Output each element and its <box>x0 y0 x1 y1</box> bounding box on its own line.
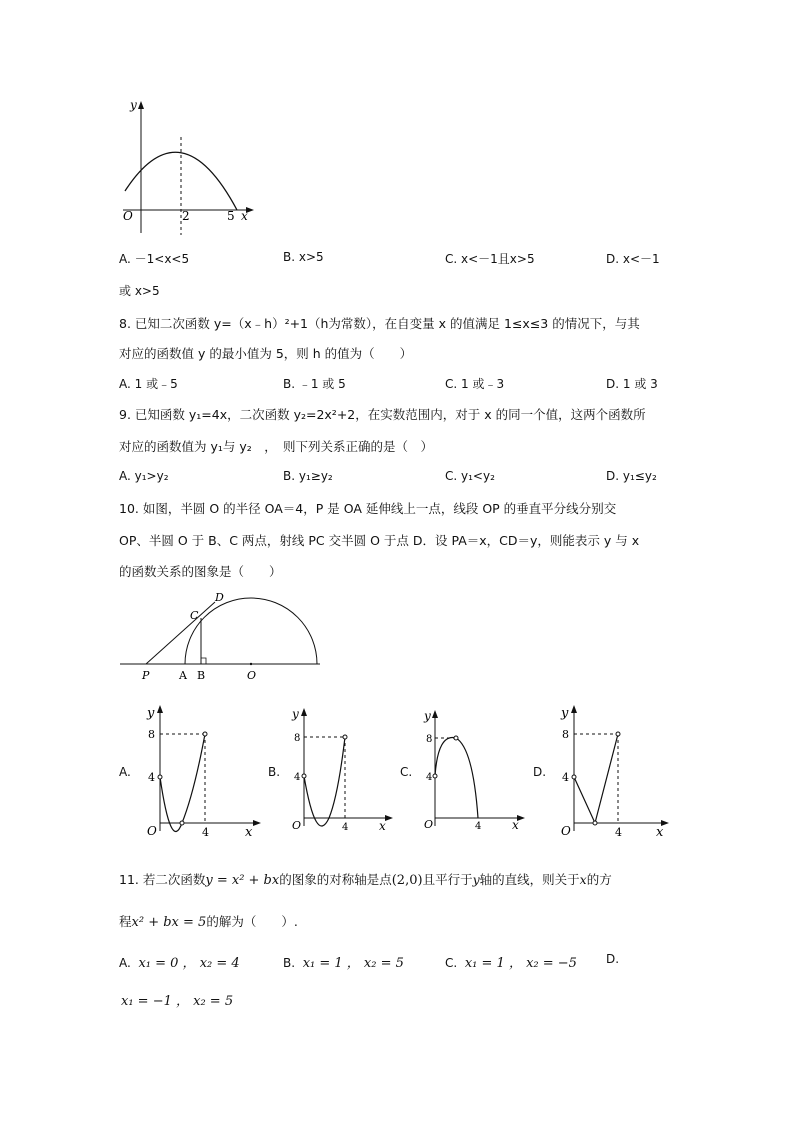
origin-label: O <box>424 818 434 830</box>
q9-option-a[interactable]: A. y₁>y₂ <box>119 469 169 483</box>
q10-stem-line3: 的函数关系的图象是（ ） <box>119 564 282 579</box>
option-value: x₁ = 1 ， x₂ = 5 <box>302 956 404 971</box>
q10-option-c[interactable]: C. <box>400 765 413 779</box>
axis-x-label: x <box>379 819 386 831</box>
q11-var-y: y <box>472 872 480 887</box>
q10-graph-c[interactable] <box>418 708 528 830</box>
q11-prefix: 11. 若二次函数 <box>119 872 206 887</box>
q10-option-b[interactable]: B. <box>268 765 281 779</box>
q10-option-a[interactable]: A. <box>119 765 131 779</box>
q11-option-d-value <box>121 990 233 1009</box>
q11-option-b[interactable] <box>283 952 404 971</box>
tick-x-4: 4 <box>202 826 209 838</box>
axis-x-label: x <box>241 209 248 223</box>
axis-y-label: y <box>147 706 155 721</box>
option-label: B. <box>283 956 296 970</box>
point-a-label: A <box>179 669 187 682</box>
axis-x-label: x <box>512 818 519 830</box>
origin-label: O <box>147 824 157 838</box>
tick-4: 4 <box>426 772 433 783</box>
origin-label: O <box>123 209 133 223</box>
q11-stem-line1 <box>119 870 612 888</box>
tick-2: 2 <box>182 209 190 223</box>
q11-text-4: 的方 <box>586 872 612 887</box>
tick-x-4: 4 <box>615 826 622 838</box>
q8-stem-line2: 对应的函数值 y 的最小值为 5，则 h 的值为（ ） <box>119 346 413 361</box>
q11-text-3: 轴的直线，则关于 <box>479 872 580 887</box>
q7-option-d-continued: 或 x>5 <box>119 284 160 298</box>
q9-stem-line2: 对应的函数值为 y₁与 y₂ ， 则下列关系正确的是（ ） <box>119 439 434 454</box>
q11-equation-2: x² + bx = 5 <box>131 915 207 930</box>
point-c-label: C <box>190 609 199 622</box>
tick-4: 4 <box>562 771 569 784</box>
axis-x-label: x <box>245 825 253 838</box>
option-label: D. <box>606 952 620 966</box>
tick-4: 4 <box>294 772 301 783</box>
option-label: C. <box>445 956 458 970</box>
axis-y-label: y <box>424 709 431 723</box>
q7-parabola-figure <box>115 95 255 240</box>
q11-line2-prefix: 程 <box>119 914 132 929</box>
q11-line2-suffix: 的解为（ ）. <box>206 914 298 929</box>
tick-8: 8 <box>294 733 301 744</box>
axis-y-label: y <box>561 706 569 721</box>
q8-option-a[interactable]: A. 1 或﹣5 <box>119 377 178 391</box>
tick-8: 8 <box>426 734 433 745</box>
point-p-label: P <box>142 669 150 682</box>
q11-equation-1: y = x² + bx <box>205 873 280 888</box>
tick-8: 8 <box>148 728 155 741</box>
option-value: x₁ = 1 ， x₂ = −5 <box>464 956 577 971</box>
q9-stem-line1: 9. 已知函数 y₁=4x，二次函数 y₂=2x²+2，在实数范围内，对于 x 的同一个值，这两个函数所 <box>119 407 646 422</box>
point-d-label: D <box>215 591 224 604</box>
q10-semicircle-figure <box>115 590 325 685</box>
tick-x-4: 4 <box>475 821 482 830</box>
q7-option-a[interactable]: A. －1<x<5 <box>119 252 190 266</box>
point-b-label: B <box>197 669 206 682</box>
axis-x-label: x <box>656 825 664 838</box>
q10-option-d[interactable]: D. <box>533 765 547 779</box>
option-value: x₁ = 0 ， x₂ = 4 <box>138 956 240 971</box>
q10-stem-line2: OP、半圆 O 于 B、C 两点，射线 PC 交半圆 O 于点 D．设 PA＝x，CD＝y，则能表示 y 与 x <box>119 533 640 548</box>
tick-4: 4 <box>148 771 155 784</box>
q11-point: (2,0) <box>391 873 423 888</box>
q11-option-a[interactable] <box>119 952 240 971</box>
q7-option-b[interactable]: B. x>5 <box>283 250 324 264</box>
q10-stem-line1: 10. 如图，半圆 O 的半径 OA＝4，P 是 OA 延伸线上一点，线段 OP 的垂直平分线分别交 <box>119 501 617 516</box>
q10-graph-b[interactable] <box>284 706 394 831</box>
tick-8: 8 <box>562 728 569 741</box>
q10-graph-a[interactable] <box>137 703 262 838</box>
q9-option-b[interactable]: B. y₁≥y₂ <box>283 469 333 483</box>
q7-option-d[interactable]: D. x<－1 <box>606 252 660 266</box>
q8-stem-line1: 8. 已知二次函数 y=（x﹣h）²+1（h为常数），在自变量 x 的值满足 1≤x≤3 的情况下，与其 <box>119 316 640 331</box>
q11-var-x: x <box>579 872 587 887</box>
q10-graph-d[interactable] <box>551 703 671 838</box>
q8-option-d[interactable]: D. 1 或 3 <box>606 377 658 391</box>
q8-option-c[interactable]: C. 1 或﹣3 <box>445 377 505 391</box>
option-label: A. <box>119 956 131 970</box>
q9-option-c[interactable]: C. y₁<y₂ <box>445 469 495 483</box>
q11-stem-line2 <box>119 912 298 930</box>
q11-option-c[interactable] <box>445 952 577 971</box>
q8-option-b[interactable]: B. ﹣1 或 5 <box>283 377 346 391</box>
origin-label: O <box>292 819 302 831</box>
tick-5: 5 <box>227 209 235 223</box>
tick-x-4: 4 <box>342 822 349 831</box>
point-o-label: O <box>247 669 257 682</box>
q11-option-d[interactable] <box>606 952 619 966</box>
origin-label: O <box>561 824 571 838</box>
q7-option-c[interactable]: C. x<－1且x>5 <box>445 252 535 266</box>
q11-text-1: 的图象的对称轴是点 <box>279 872 392 887</box>
q9-option-d[interactable]: D. y₁≤y₂ <box>606 469 657 483</box>
option-value: x₁ = −1 ， x₂ = 5 <box>121 994 234 1009</box>
q11-text-2: 且平行于 <box>422 872 473 887</box>
axis-y-label: y <box>292 707 299 721</box>
axis-y-label: y <box>130 98 137 112</box>
